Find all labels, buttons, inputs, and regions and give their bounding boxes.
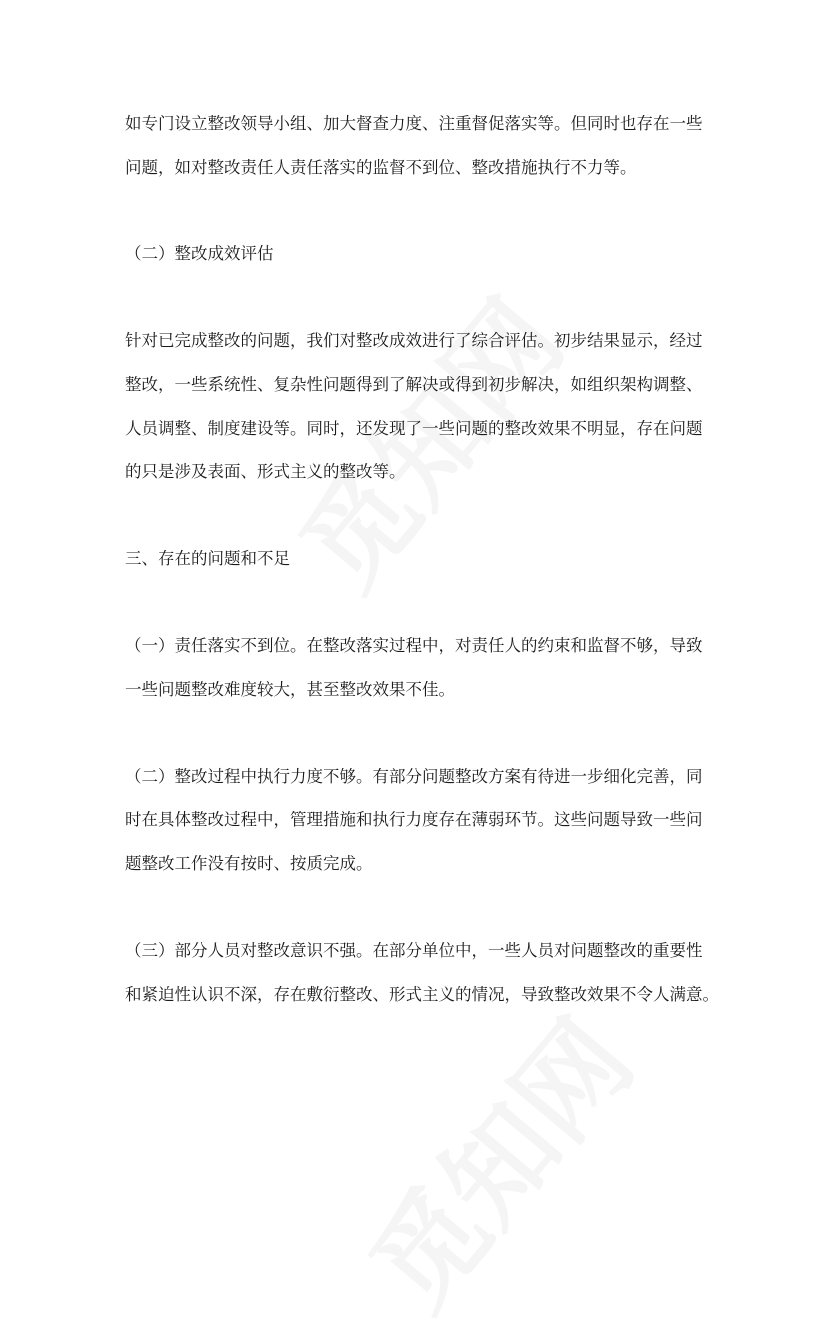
paragraph-line: 人员调整、制度建设等。同时，还发现了一些问题的整改效果不明显，存在问题 — [125, 419, 703, 438]
paragraph-line: 的只是涉及表面、形式主义的整改等。 — [125, 462, 406, 481]
paragraph-line: 题整改工作没有按时、按质完成。 — [125, 854, 373, 873]
paragraph-line: 一些问题整改难度较大，甚至整改效果不佳。 — [125, 680, 455, 699]
section-heading: （二）整改成效评估 — [125, 244, 274, 263]
paragraph-line: 针对已完成整改的问题，我们对整改成效进行了综合评估。初步结果显示，经过 — [125, 331, 703, 350]
paragraph-line: 和紧迫性认识不深，存在敷衍整改、形式主义的情况，导致整改效果不令人满意。 — [125, 985, 719, 1004]
paragraph-line: （一）责任落实不到位。在整改落实过程中，对责任人的约束和监督不够，导致 — [125, 636, 703, 655]
paragraph-line: 如专门设立整改领导小组、加大督查力度、注重督促落实等。但同时也存在一些 — [125, 114, 703, 133]
section-heading: 三、存在的问题和不足 — [125, 549, 290, 568]
paragraph-line: 整改，一些系统性、复杂性问题得到了解决或得到初步解决，如组织架构调整、 — [125, 375, 703, 394]
paragraph-line: （二）整改过程中执行力度不够。有部分问题整改方案有待进一步细化完善，同 — [125, 767, 703, 786]
watermark — [328, 982, 661, 1336]
paragraph-line: 时在具体整改过程中，管理措施和执行力度存在薄弱环节。这些问题导致一些问 — [125, 810, 703, 829]
paragraph-line: （三）部分人员对整改意识不强。在部分单位中，一些人员对问题整改的重要性 — [125, 941, 703, 960]
paragraph-line: 问题，如对整改责任人责任落实的监督不到位、整改措施执行不力等。 — [125, 158, 637, 177]
